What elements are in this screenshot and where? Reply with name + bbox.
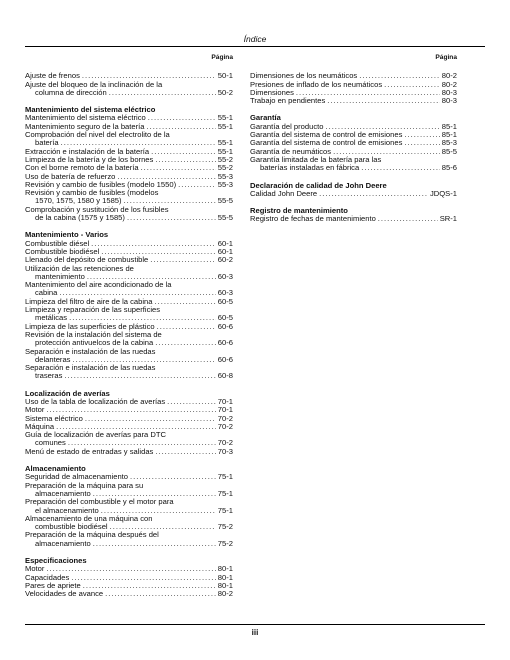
dot-leader (151, 148, 216, 156)
toc-entry-page: 70-1 (217, 397, 233, 406)
toc-entry-page: 60-5 (217, 297, 233, 306)
toc-entry-text: Comprobación del nivel del electrolito de la (25, 131, 170, 140)
toc-entry-text: Velocidades de avance (25, 590, 104, 599)
toc-entry[interactable] (250, 148, 457, 156)
toc-entry-text: Presiones de inflado de los neumáticos (250, 80, 383, 89)
section-title: Declaración de calidad de John Deere (250, 180, 387, 190)
toc-entry-page: 55-1 (217, 122, 233, 131)
toc-entry-text: Garantía del sistema de control de emisiones (250, 131, 403, 140)
section-title: Especificaciones (25, 556, 87, 566)
toc-entry-text: Menú de estado de entradas y salidas (25, 447, 154, 456)
toc-entry-text: Dimensiones de los neumáticos (250, 72, 358, 81)
column-label: Página (435, 54, 457, 61)
section-title: Localización de averías (25, 388, 110, 398)
toc-entry[interactable] (25, 415, 233, 423)
toc-entry-page: 55-1 (217, 139, 233, 148)
dot-leader (46, 406, 215, 414)
toc-entry-page: 85-5 (441, 147, 457, 156)
toc-entry-text: Limpieza de las superficies de plástico (25, 322, 155, 331)
dot-leader (154, 298, 215, 306)
toc-entry-text: almacenamiento (35, 539, 91, 548)
toc-entry[interactable] (25, 72, 233, 80)
toc-entry-page: 80-3 (441, 88, 457, 97)
footer-rule (25, 624, 485, 625)
header-rule (25, 46, 485, 47)
dot-leader (141, 164, 216, 172)
toc-entry-page: 70-2 (217, 422, 233, 431)
dot-leader (69, 314, 216, 322)
toc-entry-continuation (25, 490, 233, 498)
dot-leader (117, 173, 215, 181)
dot-leader (404, 131, 439, 139)
toc-entry[interactable] (250, 72, 457, 80)
toc-entry-text: Preparación de la máquina después del (25, 531, 159, 540)
toc-entry-text: Almacenamiento de una máquina con (25, 514, 153, 523)
toc-entry-page: 80-1 (217, 581, 233, 590)
dot-leader (146, 123, 215, 131)
toc-entry-continuation (25, 273, 233, 281)
toc-entry[interactable] (25, 590, 233, 598)
toc-entry-text: Llenado del depósito de combustible (25, 256, 149, 265)
toc-entry[interactable] (25, 189, 233, 206)
dot-leader (87, 273, 216, 281)
dot-leader (155, 339, 216, 347)
toc-entry-text: Revisión y cambio de fusibles (modelo 1550) (25, 180, 177, 189)
toc-column-right (250, 54, 457, 233)
toc-entry[interactable] (25, 515, 233, 532)
toc-entry-page: JDQS-1 (429, 189, 457, 198)
toc-entry[interactable] (25, 306, 233, 323)
toc-entry-text: de la cabina (1575 y 1585) (35, 214, 125, 223)
toc-entry[interactable] (25, 582, 233, 590)
toc-entry-continuation (25, 540, 233, 548)
toc-section (25, 106, 233, 222)
toc-entry-text: mantenimiento (35, 272, 85, 281)
toc-entry[interactable] (250, 215, 457, 223)
dot-leader (101, 248, 216, 256)
toc-entry[interactable] (25, 173, 233, 181)
toc-entry-text: Limpieza y reparación de las superficies (25, 306, 161, 315)
toc-entry-page: 80-2 (441, 80, 457, 89)
toc-section (250, 72, 457, 105)
toc-entry-continuation (25, 214, 233, 222)
toc-entry-page: 55-1 (217, 114, 233, 123)
toc-section (25, 557, 233, 598)
toc-entry-text: Combustible diésel (25, 239, 90, 248)
toc-entry-page: 55-2 (217, 164, 233, 173)
toc-entry-continuation (250, 164, 457, 172)
toc-entry-text: Ajuste del bloqueo de la inclinación de la (25, 80, 163, 89)
toc-entry-text: batería (35, 139, 59, 148)
toc-entry-text: cabina (35, 289, 58, 298)
toc-entry-text: traseras (35, 372, 63, 381)
dot-leader (155, 448, 215, 456)
toc-entry-continuation (25, 314, 233, 322)
toc-entry-page: 85-1 (441, 122, 457, 131)
toc-entry-text: Revisión y cambio de fusibles (modelos (25, 189, 159, 198)
toc-section (250, 114, 457, 172)
toc-entry[interactable] (25, 206, 233, 223)
toc-entry[interactable] (25, 164, 233, 172)
dot-leader (72, 356, 215, 364)
toc-section (25, 465, 233, 548)
toc-section (25, 72, 233, 97)
toc-entry[interactable] (250, 123, 457, 131)
toc-entry-page: 60-6 (217, 339, 233, 348)
toc-entry-page: 80-2 (217, 590, 233, 599)
toc-entry-text: Trabajo en pendientes (250, 97, 326, 106)
toc-entry-page: 80-2 (441, 72, 457, 81)
toc-entry-text: columna de dirección (35, 88, 107, 97)
toc-entry-page: 55-3 (217, 172, 233, 181)
dot-leader (71, 574, 215, 582)
toc-entry[interactable] (25, 498, 233, 515)
toc-entry-page: 85-3 (441, 139, 457, 148)
toc-entry-page: 60-8 (217, 372, 233, 381)
dot-leader (124, 197, 216, 205)
toc-entry-page: 75-1 (217, 506, 233, 515)
toc-entry-text: Garantía del producto (250, 122, 324, 131)
toc-entry-text: Revisión de la instalación del sistema de (25, 330, 162, 339)
toc-entry-page: 70-2 (217, 414, 233, 423)
toc-entry-text: Con el borne remoto de la batería (25, 164, 139, 173)
dot-leader (150, 256, 216, 264)
toc-entry[interactable] (25, 123, 233, 131)
toc-entry-continuation (25, 139, 233, 147)
dot-leader (296, 89, 440, 97)
toc-entry-text: el almacenamiento (35, 506, 99, 515)
toc-entry[interactable] (25, 331, 233, 348)
toc-entry-page: 80-1 (217, 573, 233, 582)
toc-entry-text: Preparación del combustible y el motor para (25, 498, 174, 507)
toc-entry[interactable] (25, 248, 233, 256)
toc-entry-text: Motor (25, 565, 45, 574)
toc-entry-page: 55-2 (217, 155, 233, 164)
dot-leader (359, 72, 440, 80)
toc-entry-text: Ajuste de frenos (25, 72, 80, 81)
toc-sections-right (250, 72, 457, 223)
toc-entry-text: Limpieza del filtro de aire de la cabina (25, 297, 153, 306)
toc-entry-text: comunes (35, 439, 66, 448)
toc-entry-page: 55-5 (217, 197, 233, 206)
dot-leader (384, 81, 440, 89)
toc-column-left (25, 54, 233, 608)
toc-entry-text: Mantenimiento seguro de la batería (25, 122, 145, 131)
toc-entry[interactable] (25, 423, 233, 431)
toc-entry-text: Preparación de la máquina para su (25, 481, 144, 490)
toc-entry-text: Extracción e instalación de la batería (25, 147, 150, 156)
toc-entry[interactable] (25, 148, 233, 156)
toc-entry-continuation (25, 339, 233, 347)
toc-entry-text: Garantía del sistema de control de emisiones (250, 139, 403, 148)
dot-leader (46, 565, 215, 573)
toc-entry-text: Calidad John Deere (250, 189, 318, 198)
dot-leader (85, 415, 216, 423)
toc-entry-page: 75-1 (217, 489, 233, 498)
dot-leader (157, 323, 216, 331)
toc-entry-text: Combustible biodiésel (25, 247, 100, 256)
toc-entry-page: 60-5 (217, 314, 233, 323)
toc-entry[interactable] (25, 448, 233, 456)
toc-entry-text: Comprobación y sustitución de los fusibles (25, 205, 169, 214)
toc-section (25, 231, 233, 380)
dot-leader (327, 97, 440, 105)
toc-entry-page: 50-2 (217, 88, 233, 97)
toc-entry-page: 55-3 (217, 180, 233, 189)
dot-leader (178, 181, 216, 189)
dot-leader (101, 507, 216, 515)
dot-leader (64, 372, 215, 380)
toc-entry[interactable] (25, 406, 233, 414)
page-number: iii (251, 628, 259, 637)
toc-entry-text: protección antivuelcos de la cabina (35, 339, 154, 348)
toc-entry-page: 70-2 (217, 439, 233, 448)
toc-entry[interactable] (25, 131, 233, 148)
toc-entry-page: 60-2 (217, 256, 233, 265)
toc-entry-page: SR-1 (439, 215, 457, 224)
toc-entry-text: Capacidades (25, 573, 70, 582)
toc-entry-text: combustible biodiésel (35, 523, 108, 532)
toc-entry-continuation (25, 439, 233, 447)
toc-entry-text: Mantenimiento del aire acondicionado de la (25, 281, 172, 290)
toc-entry-text: Garantía de neumáticos (250, 147, 332, 156)
dot-leader (404, 139, 439, 147)
toc-entry-text: almacenamiento (35, 489, 91, 498)
section-title: Mantenimiento del sistema eléctrico (25, 105, 156, 115)
toc-entry-page: 55-5 (217, 214, 233, 223)
toc-entry[interactable] (25, 81, 233, 98)
toc-entry-page: 80-1 (217, 565, 233, 574)
dot-leader (82, 72, 216, 80)
dot-leader (109, 89, 216, 97)
toc-entry[interactable] (250, 190, 457, 198)
toc-entry-text: Sistema eléctrico (25, 414, 83, 423)
toc-entry[interactable] (250, 156, 457, 173)
toc-entry-continuation (25, 372, 233, 380)
dot-leader (130, 473, 216, 481)
toc-entry-continuation (25, 89, 233, 97)
toc-entry-page: 60-1 (217, 239, 233, 248)
toc-entry-page: 60-3 (217, 272, 233, 281)
toc-entry-text: baterías instaladas en fábrica (260, 164, 360, 173)
toc-entry[interactable] (250, 131, 457, 139)
toc-entry-text: Máquina (25, 422, 55, 431)
section-title: Almacenamiento (25, 464, 86, 474)
toc-entry-page: 70-1 (217, 406, 233, 415)
toc-entry-page: 55-1 (217, 147, 233, 156)
toc-entry-text: delanteras (35, 355, 71, 364)
toc-entry[interactable] (25, 298, 233, 306)
dot-leader (105, 590, 216, 598)
toc-entry[interactable] (25, 565, 233, 573)
toc-entry-continuation (25, 356, 233, 364)
dot-leader (68, 439, 216, 447)
toc-entry[interactable] (25, 364, 233, 381)
dot-leader (361, 164, 440, 172)
dot-leader (378, 215, 438, 223)
toc-entry[interactable] (25, 156, 233, 164)
toc-entry[interactable] (25, 181, 233, 189)
toc-sections-left (25, 72, 233, 598)
toc-entry-page: 75-1 (217, 473, 233, 482)
dot-leader (155, 156, 215, 164)
toc-entry-page: 60-3 (217, 289, 233, 298)
toc-entry-text: Guía de localización de averías para DTC (25, 431, 166, 440)
toc-entry[interactable] (25, 114, 233, 122)
toc-entry[interactable] (25, 482, 233, 499)
dot-leader (333, 148, 440, 156)
dot-leader (56, 423, 216, 431)
toc-entry[interactable] (250, 139, 457, 147)
toc-entry[interactable] (25, 323, 233, 331)
toc-entry-page: 60-6 (217, 322, 233, 331)
dot-leader (83, 582, 216, 590)
page-header-title: Índice (243, 34, 267, 44)
toc-entry-page: 70-3 (217, 447, 233, 456)
dot-leader (93, 490, 216, 498)
dot-leader (319, 190, 428, 198)
toc-entry-text: Separación e instalación de las ruedas (25, 347, 156, 356)
toc-entry-continuation (25, 523, 233, 531)
toc-entry-page: 75-2 (217, 539, 233, 548)
toc-entry-text: Utilización de las retenciones de (25, 264, 134, 273)
dot-leader (91, 240, 216, 248)
toc-entry-text: Limpieza de la batería y de los bornes (25, 155, 154, 164)
toc-entry-page: 85-1 (441, 131, 457, 140)
dot-leader (93, 540, 216, 548)
toc-entry-text: Pares de apriete (25, 581, 81, 590)
toc-entry-text: Mantenimiento del sistema eléctrico (25, 114, 146, 123)
toc-entry-page: 60-1 (217, 247, 233, 256)
toc-entry-text: Uso de batería de refuerzo (25, 172, 116, 181)
toc-entry-page: 50-1 (217, 72, 233, 81)
dot-leader (110, 523, 216, 531)
dot-leader (167, 398, 216, 406)
toc-entry-continuation (25, 197, 233, 205)
toc-entry[interactable] (250, 97, 457, 105)
toc-entry[interactable] (25, 531, 233, 548)
toc-entry-page: 75-2 (217, 523, 233, 532)
toc-entry-continuation (25, 507, 233, 515)
toc-entry[interactable] (25, 281, 233, 298)
dot-leader (127, 214, 216, 222)
toc-section (250, 207, 457, 224)
toc-entry[interactable] (25, 348, 233, 365)
column-label: Página (211, 54, 233, 61)
dot-leader (325, 123, 439, 131)
dot-leader (148, 114, 216, 122)
toc-entry-text: 1570, 1575, 1580 y 1585) (35, 197, 122, 206)
toc-entry-text: Seguridad de almacenamiento (25, 473, 129, 482)
section-title: Registro de mantenimiento (250, 206, 348, 216)
toc-entry-text: metálicas (35, 314, 68, 323)
toc-entry[interactable] (25, 240, 233, 248)
toc-entry-text: Separación e instalación de las ruedas (25, 364, 156, 373)
section-title: Garantía (250, 113, 281, 123)
dot-leader (61, 139, 216, 147)
toc-entry[interactable] (25, 256, 233, 264)
toc-entry-page: 60-6 (217, 355, 233, 364)
toc-section (25, 390, 233, 456)
toc-entry-page: 80-3 (441, 97, 457, 106)
toc-entry[interactable] (250, 81, 457, 89)
toc-section (250, 182, 457, 199)
toc-entry[interactable] (25, 431, 233, 448)
toc-entry-text: Garantía limitada de la batería para las (250, 155, 382, 164)
toc-entry[interactable] (25, 398, 233, 406)
toc-entry-continuation (25, 289, 233, 297)
toc-entry[interactable] (25, 574, 233, 582)
toc-entry[interactable] (25, 473, 233, 481)
toc-entry[interactable] (250, 89, 457, 97)
dot-leader (59, 289, 215, 297)
toc-entry-page: 85-6 (441, 164, 457, 173)
toc-entry[interactable] (25, 265, 233, 282)
toc-entry-text: Motor (25, 406, 45, 415)
toc-entry-text: Uso de la tabla de localización de averías (25, 397, 166, 406)
section-title: Mantenimiento - Varios (25, 230, 109, 240)
toc-entry-text: Registro de fechas de mantenimiento (250, 215, 376, 224)
toc-entry-text: Dimensiones (250, 88, 294, 97)
